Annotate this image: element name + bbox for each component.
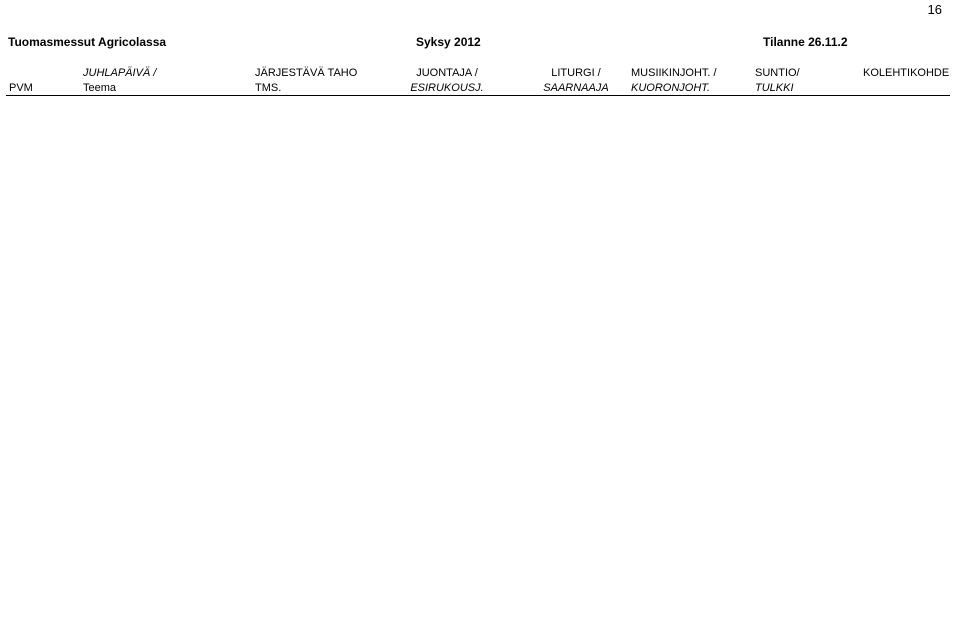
page-number: 16 <box>927 2 942 17</box>
column-header-line: SUNTIO/ <box>755 67 800 79</box>
header-status: Tilanne 26.11.2 <box>763 35 848 49</box>
column-header-musiikki <box>628 65 752 96</box>
table-header-row <box>6 65 950 96</box>
column-header-line: TULKKI <box>755 81 794 94</box>
column-header-kolehti <box>860 65 950 96</box>
column-header-juontaja <box>370 65 524 96</box>
column-header-line: JUHLAPÄIVÄ / <box>83 67 157 79</box>
column-header-line: KOLEHTIKOHDE <box>863 67 950 79</box>
header-title: Tuomasmessut Agricolassa <box>8 35 167 49</box>
column-header-liturgi <box>524 65 628 96</box>
column-header-line: Teema <box>83 81 117 94</box>
column-header-jarj <box>252 65 370 96</box>
column-header-line: SAARNAAJA <box>543 81 609 94</box>
column-header-line: JÄRJESTÄVÄ TAHO <box>255 67 358 79</box>
header-season: Syksy 2012 <box>416 35 481 49</box>
column-header-line: JUONTAJA / <box>416 67 478 79</box>
column-header-pvm <box>6 65 80 96</box>
schedule-table <box>6 65 950 96</box>
column-header-line: ESIRUKOUSJ. <box>410 81 484 94</box>
column-header-line: KUORONJOHT. <box>631 81 711 94</box>
column-header-line: TMS. <box>255 81 282 94</box>
column-header-line: PVM <box>9 81 33 94</box>
column-header-suntio <box>752 65 860 96</box>
column-header-line: MUSIIKINJOHT. / <box>631 67 717 79</box>
document-header <box>8 35 948 51</box>
column-header-line: LITURGI / <box>551 67 601 79</box>
column-header-juhla <box>80 65 252 96</box>
